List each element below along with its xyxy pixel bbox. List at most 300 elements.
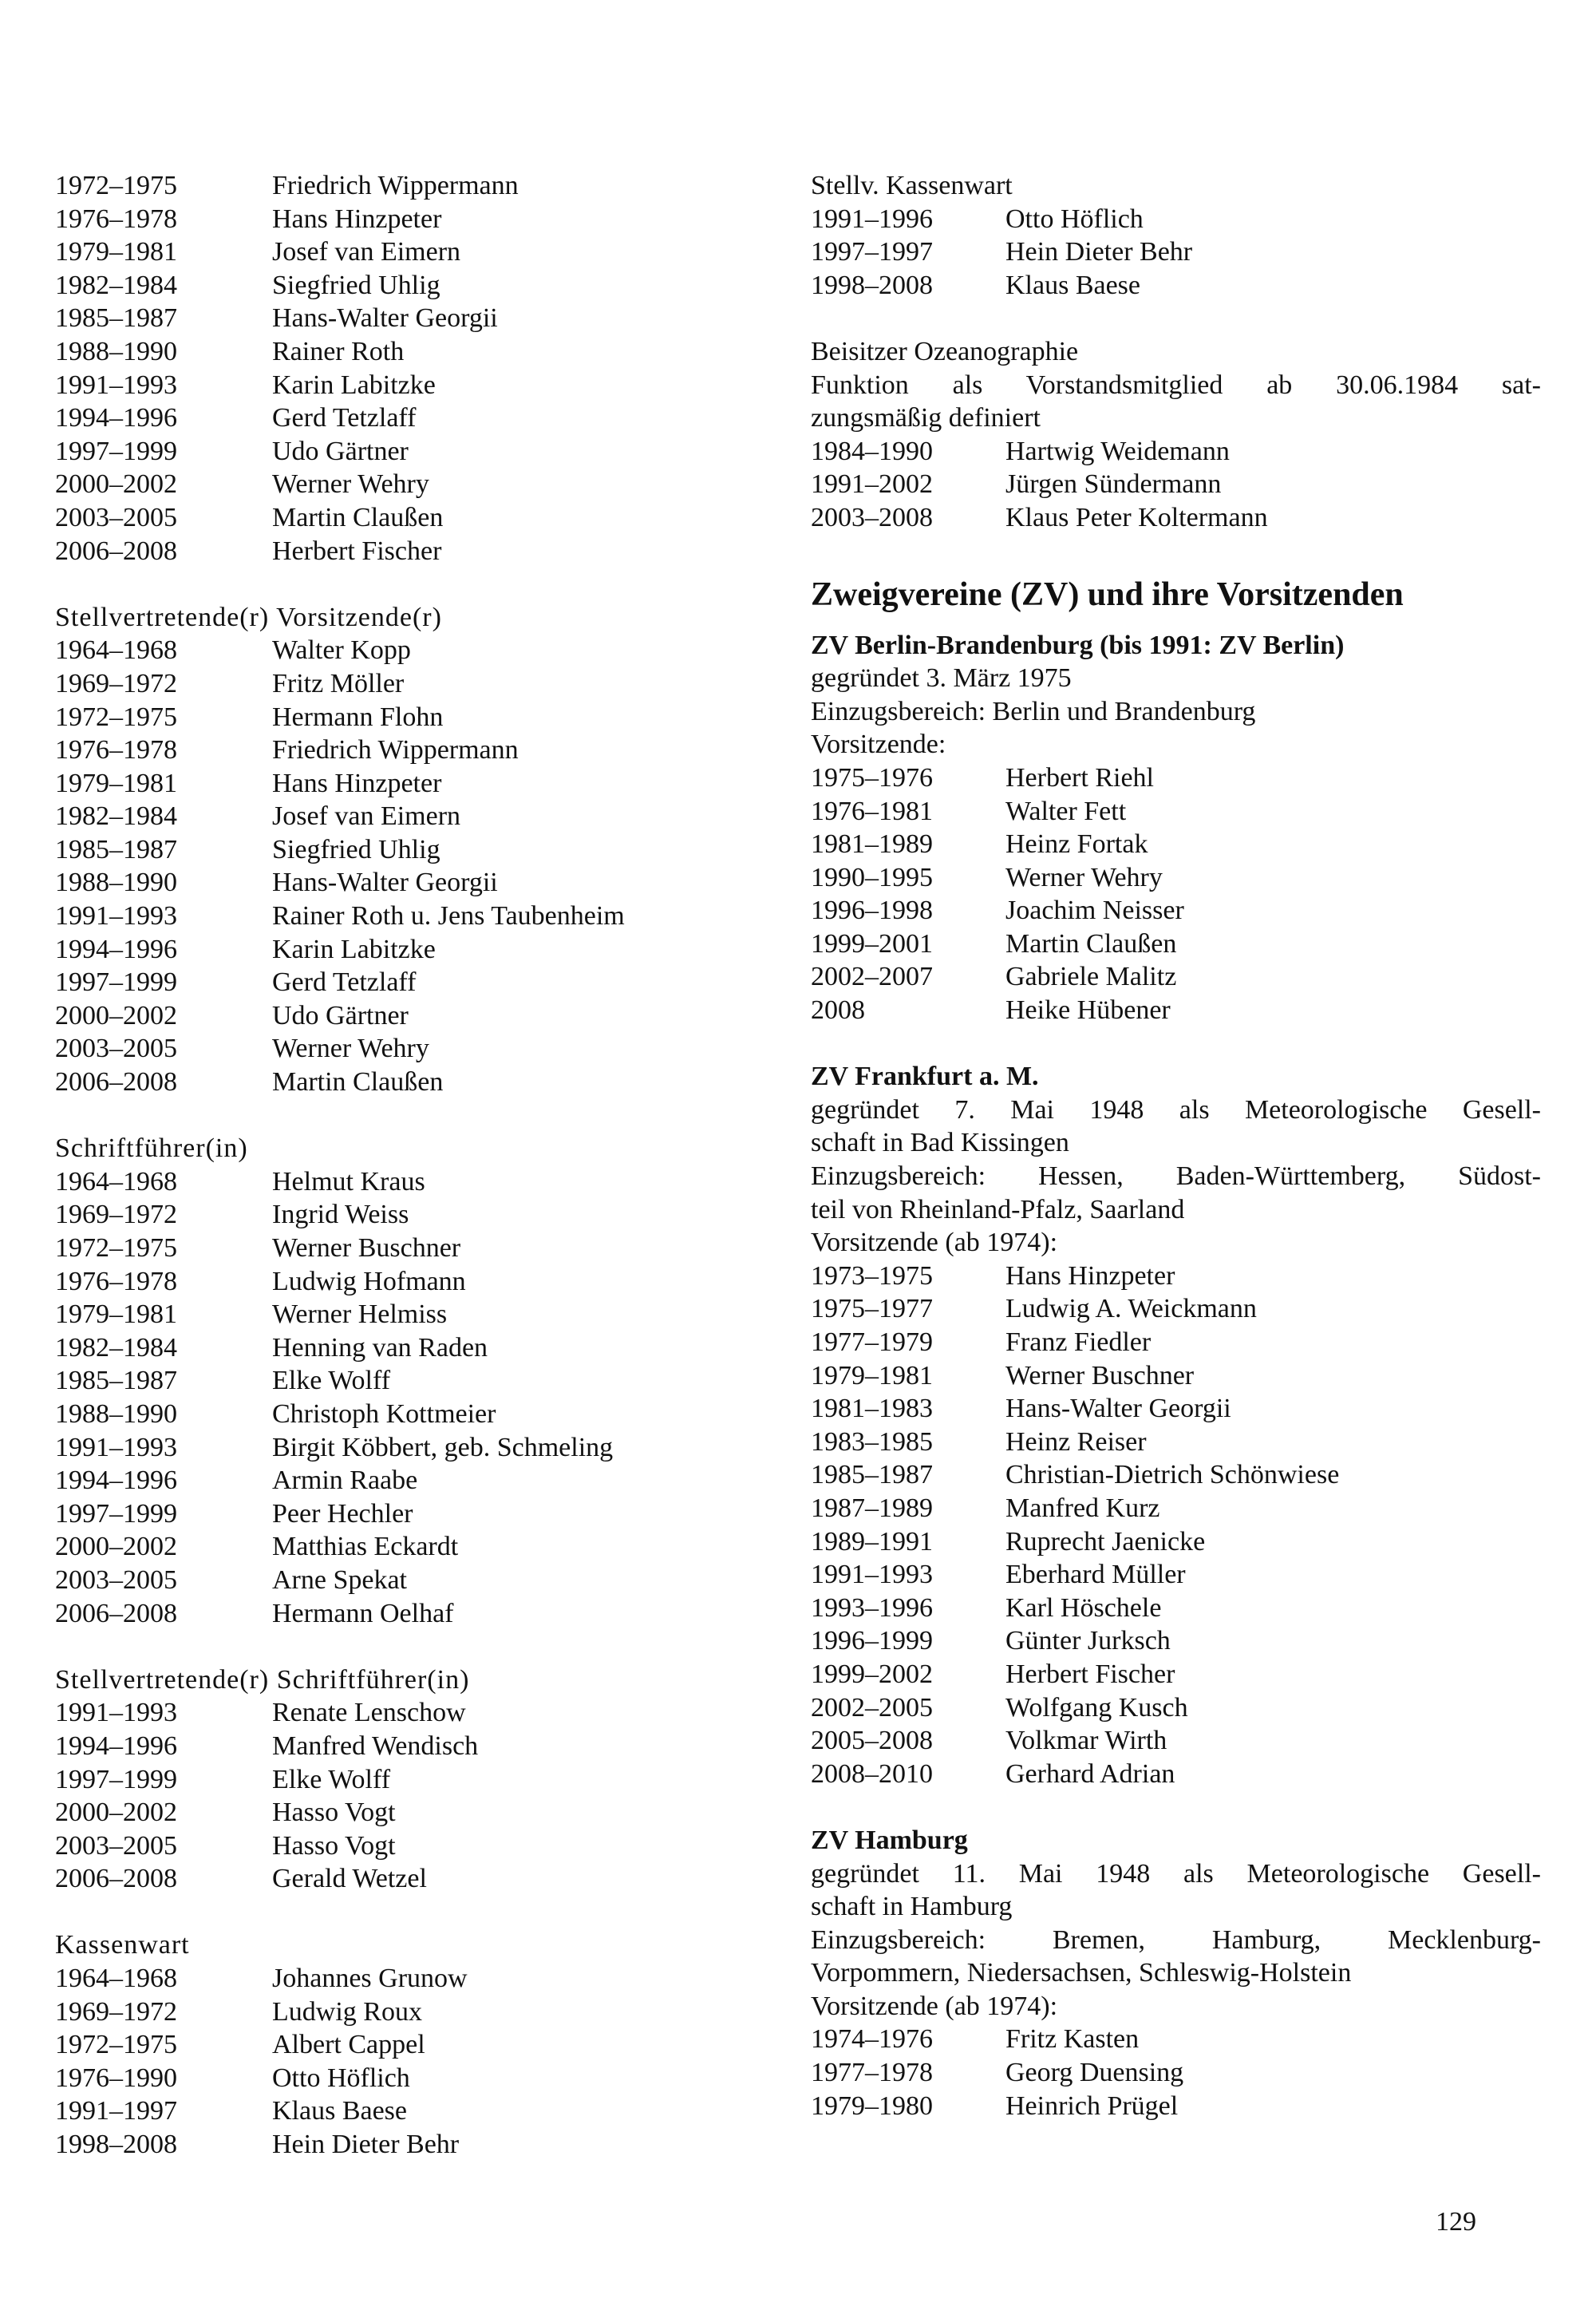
term-years: 1982–1984: [55, 1332, 177, 1363]
term-years: 2000–2002: [55, 1798, 177, 1828]
person-name: Gerd Tetzlaff: [272, 967, 417, 998]
list-item: [55, 1696, 741, 1730]
list-item: [55, 2094, 741, 2128]
list-item: [811, 235, 1541, 269]
person-name: Karin Labitzke: [272, 934, 436, 964]
person-name: Rainer Roth: [272, 336, 405, 366]
term-years: 2006–2008: [55, 1067, 177, 1098]
person-name: Martin Claußen: [272, 502, 444, 532]
person-name: Hasso Vogt: [272, 1830, 396, 1861]
person-name: Werner Wehry: [272, 1034, 429, 1064]
list-item: [55, 933, 741, 967]
list-item: [55, 734, 741, 767]
zweigvereine-heading: Zweigvereine (ZV) und ihre Vorsitzenden: [811, 576, 1404, 613]
person-name: Elke Wolff: [272, 1764, 391, 1794]
list-item: [55, 1431, 741, 1465]
zv-area: teil von Rheinland-Pfalz, Saarland: [811, 1194, 1185, 1224]
person-name: Siegfried Uhlig: [272, 834, 440, 864]
person-name: Albert Cappel: [272, 2030, 425, 2060]
person-name: Udo Gärtner: [272, 1000, 409, 1030]
person-name: Hein Dieter Behr: [1005, 237, 1193, 267]
person-name: Hans Hinzpeter: [1005, 1260, 1175, 1291]
list-item: [55, 800, 741, 833]
kassenwart-list: [55, 1962, 741, 2162]
page-number: 129: [1436, 2207, 1476, 2237]
term-years: 1982–1984: [55, 270, 177, 300]
zv-founded: gegründet 3. März 1975: [811, 663, 1072, 694]
zv-chairs-label: Vorsitzende (ab 1974):: [811, 1228, 1058, 1258]
term-years: 2000–2002: [55, 1532, 177, 1562]
list-item: [55, 2062, 741, 2095]
stellv-schriftfuehrer-list: [55, 1696, 741, 1896]
person-name: Heike Hübener: [1005, 995, 1171, 1026]
person-name: Werner Buschner: [1005, 1360, 1195, 1390]
list-item: [55, 1829, 741, 1863]
list-item: [55, 1464, 741, 1497]
section-heading: Beisitzer Ozeanographie: [811, 336, 1079, 366]
person-name: Klaus Peter Koltermann: [1005, 502, 1268, 532]
list-item: [55, 1564, 741, 1597]
term-years: 1997–1999: [55, 1498, 177, 1529]
person-name: Ludwig A. Weickmann: [1005, 1294, 1257, 1324]
person-name: Siegfried Uhlig: [272, 270, 440, 300]
person-name: Georg Duensing: [1005, 2058, 1184, 2088]
term-years: 2006–2008: [55, 1864, 177, 1894]
list-item: [55, 203, 741, 236]
list-item: [811, 1558, 1541, 1592]
term-years: 1988–1990: [55, 336, 177, 366]
list-item: [55, 767, 741, 801]
term-years: 2002–2007: [811, 962, 933, 992]
person-name: Hans-Walter Georgii: [1005, 1394, 1231, 1424]
term-years: 2003–2005: [55, 1564, 177, 1595]
list-item: [55, 1796, 741, 1829]
list-item: [55, 1265, 741, 1299]
person-name: Helmut Kraus: [272, 1166, 425, 1197]
person-name: Herbert Fischer: [272, 536, 442, 566]
term-years: 1991–1996: [811, 204, 933, 234]
term-years: 1999–2002: [811, 1659, 933, 1689]
list-item: [55, 900, 741, 933]
term-years: 1985–1987: [55, 1366, 177, 1396]
term-years: 2005–2008: [811, 1726, 933, 1756]
term-years: 1972–1975: [55, 171, 177, 200]
person-name: Werner Helmiss: [272, 1299, 448, 1330]
beisitzer-list: [811, 435, 1541, 535]
term-years: 1985–1987: [55, 303, 177, 334]
person-name: Hans Hinzpeter: [272, 768, 442, 798]
list-item: [55, 1862, 741, 1896]
list-item: [811, 994, 1541, 1027]
list-item: [55, 1165, 741, 1199]
person-name: Herbert Riehl: [1005, 762, 1154, 793]
vorsitzende-list: [55, 169, 741, 568]
term-years: 1979–1981: [55, 237, 177, 267]
person-name: Friedrich Wippermann: [272, 171, 519, 200]
person-name: Peer Hechler: [272, 1498, 413, 1529]
person-name: Heinrich Prügel: [1005, 2091, 1179, 2121]
person-name: Matthias Eckardt: [272, 1532, 459, 1562]
term-years: 2002–2005: [811, 1692, 933, 1723]
term-years: 1979–1981: [811, 1360, 933, 1390]
right-column: [811, 169, 1541, 2122]
list-item: [55, 966, 741, 999]
person-name: Birgit Köbbert, geb. Schmeling: [272, 1432, 614, 1462]
term-years: 1983–1985: [811, 1426, 933, 1457]
kassenwart-section: [55, 1928, 741, 2161]
person-name: Arne Spekat: [272, 1564, 408, 1595]
person-name: Christoph Kottmeier: [272, 1398, 496, 1429]
term-years: 2003–2005: [55, 502, 177, 532]
list-item: [55, 369, 741, 402]
person-name: Volkmar Wirth: [1005, 1726, 1167, 1756]
term-years: 1969–1972: [55, 1996, 177, 2027]
list-item: [55, 1331, 741, 1365]
list-item: [811, 1658, 1541, 1691]
term-years: 1991–1993: [55, 370, 177, 400]
person-name: Hasso Vogt: [272, 1798, 396, 1828]
person-name: Werner Buschner: [272, 1233, 461, 1263]
person-name: Karin Labitzke: [272, 370, 436, 400]
term-years: 1969–1972: [55, 1200, 177, 1230]
schriftfuehrer-list: [55, 1165, 741, 1630]
term-years: 1997–1999: [55, 436, 177, 466]
section-heading: Stellvertretende(r) Schriftführer(in): [55, 1664, 470, 1695]
person-name: Hans Hinzpeter: [272, 204, 442, 234]
person-name: Günter Jurksch: [1005, 1626, 1171, 1656]
section-heading: Stellv. Kassenwart: [811, 171, 1013, 200]
term-years: 1977–1978: [811, 2058, 933, 2088]
list-item: [55, 535, 741, 568]
list-item: [55, 335, 741, 369]
list-item: [811, 435, 1541, 469]
person-name: Johannes Grunow: [272, 1964, 468, 1994]
list-item: [55, 269, 741, 303]
person-name: Gerd Tetzlaff: [272, 403, 417, 433]
zv-berlin-list: [811, 761, 1541, 1027]
person-name: Ingrid Weiss: [272, 1200, 409, 1230]
term-years: 1994–1996: [55, 1731, 177, 1761]
person-name: Josef van Eimern: [272, 801, 461, 832]
list-item: [55, 2128, 741, 2162]
person-name: Udo Gärtner: [272, 436, 409, 466]
list-item: [811, 795, 1541, 829]
person-name: Walter Kopp: [272, 635, 411, 666]
term-years: 1979–1981: [55, 1299, 177, 1330]
list-item: [811, 2090, 1541, 2123]
zv-founded: schaft in Bad Kissingen: [811, 1128, 1069, 1158]
list-item: [55, 833, 741, 867]
list-item: [55, 468, 741, 501]
list-item: [811, 203, 1541, 236]
stellv-schriftfuehrer-section: [55, 1663, 741, 1896]
beisitzer-text-line: zungsmäßig definiert: [811, 403, 1041, 433]
left-column: [55, 169, 741, 2162]
person-name: Christian-Dietrich Schönwiese: [1005, 1460, 1340, 1490]
person-name: Gerald Wetzel: [272, 1864, 427, 1894]
person-name: Martin Claußen: [272, 1067, 444, 1098]
list-item: [811, 1292, 1541, 1326]
person-name: Joachim Neisser: [1005, 896, 1184, 926]
beisitzer-section: [811, 335, 1541, 535]
term-years: 1988–1990: [55, 1398, 177, 1429]
term-years: 1994–1996: [55, 403, 177, 433]
term-years: 2003–2008: [811, 502, 933, 532]
person-name: Klaus Baese: [272, 2096, 408, 2126]
list-item: [811, 1426, 1541, 1459]
person-name: Renate Lenschow: [272, 1698, 466, 1728]
zv-area: Vorpommern, Niedersachsen, Schleswig-Holstein: [811, 1958, 1352, 1988]
list-item: [55, 501, 741, 535]
person-name: Werner Wehry: [272, 469, 429, 500]
zv-area: Einzugsbereich: Berlin und Brandenburg: [811, 696, 1256, 726]
list-item: [811, 269, 1541, 303]
person-name: Ludwig Roux: [272, 1996, 422, 2027]
term-years: 1972–1975: [55, 1233, 177, 1263]
person-name: Klaus Baese: [1005, 270, 1141, 300]
list-item: [811, 1359, 1541, 1393]
term-years: 1996–1999: [811, 1626, 933, 1656]
term-years: 1997–1999: [55, 1764, 177, 1794]
list-item: [811, 1326, 1541, 1359]
list-item: [55, 866, 741, 900]
person-name: Heinz Reiser: [1005, 1426, 1147, 1457]
term-years: 1981–1983: [811, 1394, 933, 1424]
term-years: 2000–2002: [55, 1000, 177, 1030]
list-item: [811, 828, 1541, 861]
stellv-vorsitzende-section: [55, 601, 741, 1099]
person-name: Otto Höflich: [272, 2063, 410, 2093]
zv-heading: ZV Hamburg: [811, 1825, 968, 1855]
term-years: 1976–1978: [55, 735, 177, 765]
stellv-kassenwart-section: [811, 169, 1541, 302]
person-name: Otto Höflich: [1005, 204, 1144, 234]
section-heading: Stellvertretende(r) Vorsitzende(r): [55, 602, 442, 632]
list-item: [811, 894, 1541, 928]
term-years: 1985–1987: [811, 1460, 933, 1490]
list-item: [811, 1592, 1541, 1625]
list-item: [811, 960, 1541, 994]
person-name: Martin Claußen: [1005, 928, 1177, 959]
term-years: 1997–1997: [811, 237, 933, 267]
list-item: [811, 1724, 1541, 1758]
term-years: 1969–1972: [55, 668, 177, 698]
person-name: Hermann Oelhaf: [272, 1598, 454, 1628]
person-name: Hans-Walter Georgii: [272, 868, 498, 898]
person-name: Eberhard Müller: [1005, 1560, 1186, 1590]
list-item: [811, 928, 1541, 961]
term-years: 1991–1997: [55, 2096, 177, 2126]
person-name: Fritz Möller: [272, 668, 405, 698]
person-name: Gerhard Adrian: [1005, 1758, 1175, 1789]
term-years: 1991–1993: [55, 1432, 177, 1462]
list-item: [55, 1298, 741, 1331]
list-item: [811, 1458, 1541, 1492]
term-years: 1976–1990: [55, 2063, 177, 2093]
term-years: 1982–1984: [55, 801, 177, 832]
stellv-vorsitzende-list: [55, 634, 741, 1098]
term-years: 1974–1976: [811, 2024, 933, 2055]
term-years: 1981–1989: [811, 829, 933, 860]
stellv-kassenwart-list: [811, 203, 1541, 303]
list-item: [55, 401, 741, 435]
person-name: Henning van Raden: [272, 1332, 488, 1363]
term-years: 1991–1993: [55, 1698, 177, 1728]
list-item: [811, 1624, 1541, 1658]
list-item: [55, 667, 741, 701]
section-heading: Schriftführer(in): [55, 1133, 248, 1164]
zv-frankfurt-list: [811, 1260, 1541, 1791]
list-item: [811, 2056, 1541, 2090]
zv-founded: gegründet 11. Mai 1948 als Meteorologische Gesell-: [811, 1858, 1541, 1889]
list-item: [55, 435, 741, 469]
list-item: [811, 861, 1541, 895]
list-item: [55, 1066, 741, 1099]
zv-chairs-label: Vorsitzende:: [811, 730, 946, 760]
person-name: Jürgen Sündermann: [1005, 469, 1222, 500]
list-item: [811, 1691, 1541, 1725]
list-item: [55, 235, 741, 269]
term-years: 1976–1978: [55, 204, 177, 234]
person-name: Hermann Flohn: [272, 702, 444, 732]
term-years: 1973–1975: [811, 1260, 933, 1291]
term-years: 1994–1996: [55, 934, 177, 964]
term-years: 1987–1989: [811, 1493, 933, 1523]
person-name: Josef van Eimern: [272, 237, 461, 267]
zv-founded: gegründet 7. Mai 1948 als Meteorologische Gesell-: [811, 1094, 1541, 1125]
term-years: 1988–1990: [55, 868, 177, 898]
list-item: [55, 1530, 741, 1564]
term-years: 1964–1968: [55, 1166, 177, 1197]
person-name: Karl Höschele: [1005, 1592, 1162, 1623]
zv-heading: ZV Frankfurt a. M.: [811, 1062, 1039, 1092]
term-years: 1989–1991: [811, 1526, 933, 1557]
list-item: [55, 999, 741, 1033]
term-years: 1972–1975: [55, 2030, 177, 2060]
list-item: [55, 1730, 741, 1763]
term-years: 1979–1980: [811, 2091, 933, 2121]
list-item: [55, 1996, 741, 2029]
term-years: 1975–1976: [811, 762, 933, 793]
list-item: [55, 1497, 741, 1531]
term-years: 1996–1998: [811, 896, 933, 926]
zv-heading: ZV Berlin-Brandenburg (bis 1991: ZV Berlin): [811, 630, 1345, 660]
list-item: [811, 2023, 1541, 2056]
term-years: 1999–2001: [811, 928, 933, 959]
section-heading: Kassenwart: [55, 1930, 190, 1960]
person-name: Fritz Kasten: [1005, 2024, 1140, 2055]
list-item: [811, 1492, 1541, 1525]
zv-area: Einzugsbereich: Hessen, Baden-Württemberg, Südost-: [811, 1161, 1541, 1192]
list-item: [811, 761, 1541, 795]
list-item: [811, 1260, 1541, 1293]
term-years: 1964–1968: [55, 1964, 177, 1994]
person-name: Wolfgang Kusch: [1005, 1692, 1188, 1723]
list-item: [811, 1758, 1541, 1791]
term-years: 1997–1999: [55, 967, 177, 998]
zv-frankfurt-section: [811, 1060, 1541, 1790]
term-years: 2003–2005: [55, 1034, 177, 1064]
person-name: Herbert Fischer: [1005, 1659, 1175, 1689]
term-years: 2008–2010: [811, 1758, 933, 1789]
zv-area: Einzugsbereich: Bremen, Hamburg, Mecklenburg-: [811, 1924, 1541, 1955]
list-item: [811, 501, 1541, 535]
term-years: 1964–1968: [55, 635, 177, 666]
list-item: [55, 169, 741, 203]
person-name: Ludwig Hofmann: [272, 1266, 466, 1296]
term-years: 1998–2008: [55, 2130, 177, 2160]
list-item: [55, 1364, 741, 1398]
person-name: Heinz Fortak: [1005, 829, 1148, 860]
list-item: [55, 1398, 741, 1431]
term-years: 1990–1995: [811, 862, 933, 892]
zv-berlin-section: [811, 629, 1541, 1027]
person-name: Rainer Roth u. Jens Taubenheim: [272, 901, 625, 932]
term-years: 1991–1993: [55, 901, 177, 932]
person-name: Friedrich Wippermann: [272, 735, 519, 765]
list-item: [55, 302, 741, 335]
term-years: 1975–1977: [811, 1294, 933, 1324]
person-name: Ruprecht Jaenicke: [1005, 1526, 1206, 1557]
schriftfuehrer-section: [55, 1132, 741, 1630]
term-years: 1979–1981: [55, 768, 177, 798]
list-item: [811, 1392, 1541, 1426]
list-item: [55, 1198, 741, 1232]
zv-founded: schaft in Hamburg: [811, 1892, 1013, 1922]
list-item: [55, 1763, 741, 1797]
term-years: 1977–1979: [811, 1327, 933, 1357]
term-years: 1976–1978: [55, 1266, 177, 1296]
zv-chairs-label: Vorsitzende (ab 1974):: [811, 1991, 1058, 2021]
person-name: Hein Dieter Behr: [272, 2130, 460, 2160]
term-years: 1985–1987: [55, 834, 177, 864]
list-item: [811, 1525, 1541, 1559]
term-years: 1991–2002: [811, 469, 933, 500]
term-years: 1976–1981: [811, 796, 933, 826]
term-years: 2006–2008: [55, 536, 177, 566]
list-item: [55, 2028, 741, 2062]
list-item: [55, 701, 741, 734]
person-name: Manfred Kurz: [1005, 1493, 1160, 1523]
person-name: Gabriele Malitz: [1005, 962, 1177, 992]
zv-hamburg-section: [811, 1824, 1541, 2122]
term-years: 1994–1996: [55, 1466, 177, 1496]
zv-hamburg-list: [811, 2023, 1541, 2122]
person-name: Manfred Wendisch: [272, 1731, 479, 1761]
term-years: 1993–1996: [811, 1592, 933, 1623]
term-years: 1984–1990: [811, 436, 933, 466]
list-item: [811, 468, 1541, 501]
person-name: Hartwig Weidemann: [1005, 436, 1230, 466]
person-name: Werner Wehry: [1005, 862, 1163, 892]
person-name: Franz Fiedler: [1005, 1327, 1152, 1357]
list-item: [55, 1597, 741, 1631]
person-name: Hans-Walter Georgii: [272, 303, 498, 334]
term-years: 1972–1975: [55, 702, 177, 732]
term-years: 2008: [811, 995, 865, 1026]
term-years: 2006–2008: [55, 1598, 177, 1628]
person-name: Armin Raabe: [272, 1466, 418, 1496]
term-years: 1991–1993: [811, 1560, 933, 1590]
person-name: Elke Wolff: [272, 1366, 391, 1396]
list-item: [55, 1962, 741, 1996]
term-years: 1998–2008: [811, 270, 933, 300]
term-years: 2003–2005: [55, 1830, 177, 1861]
person-name: Walter Fett: [1005, 796, 1127, 826]
list-item: [55, 1232, 741, 1265]
list-item: [55, 634, 741, 667]
beisitzer-text-line: Funktion als Vorstandsmitglied ab 30.06.1984 sat-: [811, 370, 1541, 400]
